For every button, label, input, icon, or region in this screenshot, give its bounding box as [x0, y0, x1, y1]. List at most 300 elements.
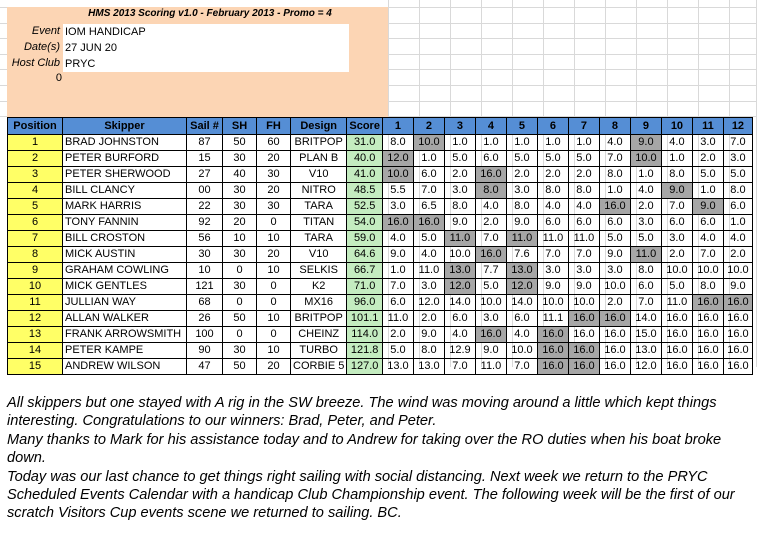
design-cell: BRITPOP: [291, 135, 347, 151]
race-cell: 12.0: [413, 295, 444, 311]
race-cell: 4.0: [568, 199, 599, 215]
dropped-race-cell: 13.0: [444, 263, 475, 279]
race-cell: 11.0: [537, 231, 568, 247]
design-cell: V10: [291, 247, 347, 263]
design-cell: K2: [291, 279, 347, 295]
race-cell: 16.0: [692, 343, 723, 359]
column-header: 3: [444, 118, 475, 135]
dropped-race-cell: 16.0: [475, 327, 506, 343]
dropped-race-cell: 9.0: [630, 135, 661, 151]
dropped-race-cell: 16.0: [382, 215, 413, 231]
fh-cell: 20: [257, 359, 291, 375]
skipper-cell: GRAHAM COWLING: [63, 263, 187, 279]
dropped-race-cell: 16.0: [723, 295, 752, 311]
score-cell: 48.5: [347, 183, 383, 199]
race-cell: 5.0: [413, 231, 444, 247]
sail-number-cell: 15: [187, 151, 223, 167]
race-cell: 5.0: [382, 343, 413, 359]
race-cell: 8.0: [599, 167, 630, 183]
race-cell: 7.7: [475, 263, 506, 279]
race-cell: 16.0: [599, 343, 630, 359]
sail-number-cell: 26: [187, 311, 223, 327]
race-cell: 8.0: [661, 167, 692, 183]
fh-cell: 10: [257, 231, 291, 247]
race-cell: 6.0: [661, 215, 692, 231]
position-cell: 6: [8, 215, 63, 231]
score-cell: 54.0: [347, 215, 383, 231]
dropped-race-cell: 11.0: [630, 247, 661, 263]
sh-cell: 0: [223, 327, 257, 343]
design-cell: TITAN: [291, 215, 347, 231]
skipper-cell: FRANK ARROWSMITH: [63, 327, 187, 343]
race-cell: 7.6: [506, 247, 537, 263]
sh-cell: 30: [223, 343, 257, 359]
column-header: 8: [599, 118, 630, 135]
race-cell: 9.0: [506, 215, 537, 231]
race-cell: 10.0: [444, 247, 475, 263]
race-cell: 16.0: [661, 311, 692, 327]
dropped-race-cell: 9.0: [661, 183, 692, 199]
race-notes: [7, 394, 752, 523]
race-cell: 1.0: [413, 151, 444, 167]
design-cell: CHEINZ: [291, 327, 347, 343]
race-cell: 4.0: [661, 135, 692, 151]
race-cell: 15.0: [630, 327, 661, 343]
sail-number-cell: 100: [187, 327, 223, 343]
table-row: [8, 167, 753, 183]
design-cell: SELKIS: [291, 263, 347, 279]
score-cell: 71.0: [347, 279, 383, 295]
race-cell: 16.0: [599, 359, 630, 375]
sh-cell: 10: [223, 231, 257, 247]
race-cell: 9.0: [723, 279, 752, 295]
fh-cell: 10: [257, 311, 291, 327]
race-cell: 6.0: [475, 151, 506, 167]
sh-cell: 0: [223, 295, 257, 311]
race-cell: 16.0: [723, 327, 752, 343]
race-cell: 8.0: [630, 263, 661, 279]
race-cell: 7.0: [506, 359, 537, 375]
dropped-race-cell: 13.0: [506, 263, 537, 279]
score-cell: 96.0: [347, 295, 383, 311]
score-cell: 114.0: [347, 327, 383, 343]
column-header: Position: [8, 118, 63, 135]
dropped-race-cell: 16.0: [413, 215, 444, 231]
race-cell: 6.0: [506, 311, 537, 327]
race-cell: 7.0: [475, 231, 506, 247]
table-row: [8, 359, 753, 375]
zero-cell: 0: [55, 72, 62, 84]
race-cell: 7.0: [692, 247, 723, 263]
race-cell: 13.0: [413, 359, 444, 375]
score-cell: 127.0: [347, 359, 383, 375]
race-cell: 2.0: [568, 167, 599, 183]
race-cell: 5.0: [506, 151, 537, 167]
skipper-cell: TONY FANNIN: [63, 215, 187, 231]
dropped-race-cell: 12.0: [506, 279, 537, 295]
design-cell: CORBIE 5: [291, 359, 347, 375]
race-cell: 3.0: [630, 215, 661, 231]
dropped-race-cell: 16.0: [475, 247, 506, 263]
race-cell: 7.0: [599, 151, 630, 167]
score-cell: 64.6: [347, 247, 383, 263]
race-cell: 8.0: [382, 135, 413, 151]
race-cell: 6.0: [692, 215, 723, 231]
skipper-cell: BILL CLANCY: [63, 183, 187, 199]
fh-cell: 10: [257, 263, 291, 279]
race-cell: 1.0: [382, 263, 413, 279]
column-header: 6: [537, 118, 568, 135]
race-cell: 4.0: [537, 199, 568, 215]
fh-cell: 0: [257, 327, 291, 343]
event-label: Event: [31, 25, 60, 37]
column-header: Design: [291, 118, 347, 135]
race-cell: 7.0: [723, 135, 752, 151]
race-cell: 9.0: [568, 279, 599, 295]
dropped-race-cell: 16.0: [537, 359, 568, 375]
event-value[interactable]: IOM HANDICAP: [63, 24, 349, 40]
race-cell: 1.0: [506, 135, 537, 151]
position-cell: 4: [8, 183, 63, 199]
dropped-race-cell: 10.0: [630, 151, 661, 167]
table-row: [8, 311, 753, 327]
position-cell: 10: [8, 279, 63, 295]
race-cell: 11.1: [537, 311, 568, 327]
race-cell: 7.0: [568, 247, 599, 263]
skipper-cell: ANDREW WILSON: [63, 359, 187, 375]
race-cell: 3.0: [692, 135, 723, 151]
race-cell: 1.0: [723, 215, 752, 231]
score-cell: 52.5: [347, 199, 383, 215]
dropped-race-cell: 11.0: [506, 231, 537, 247]
race-cell: 6.0: [599, 215, 630, 231]
race-cell: 12.0: [630, 359, 661, 375]
fh-cell: 20: [257, 151, 291, 167]
results-body: [8, 135, 753, 375]
score-cell: 66.7: [347, 263, 383, 279]
score-cell: 59.0: [347, 231, 383, 247]
race-cell: 6.0: [723, 199, 752, 215]
dropped-race-cell: 16.0: [599, 199, 630, 215]
column-header: 7: [568, 118, 599, 135]
race-cell: 13.0: [382, 359, 413, 375]
race-cell: 6.0: [630, 279, 661, 295]
race-cell: 2.0: [506, 167, 537, 183]
position-cell: 2: [8, 151, 63, 167]
note-paragraph: Many thanks to Mark for his assistance today and to Andrew for taking over the RO duties when his boat broke down.: [7, 431, 722, 467]
fh-cell: 10: [257, 343, 291, 359]
race-cell: 2.0: [475, 215, 506, 231]
fh-cell: 20: [257, 183, 291, 199]
race-cell: 3.0: [413, 279, 444, 295]
sh-cell: 50: [223, 359, 257, 375]
host-club-label: Host Club: [11, 57, 60, 69]
column-header: 1: [382, 118, 413, 135]
date-label: Date(s): [23, 41, 60, 53]
dropped-race-cell: 16.0: [475, 167, 506, 183]
race-cell: 12.9: [444, 343, 475, 359]
race-cell: 16.0: [568, 327, 599, 343]
sail-number-cell: 10: [187, 263, 223, 279]
race-cell: 4.0: [382, 231, 413, 247]
fh-cell: 30: [257, 199, 291, 215]
dropped-race-cell: 10.0: [413, 135, 444, 151]
sail-number-cell: 87: [187, 135, 223, 151]
race-cell: 6.0: [382, 295, 413, 311]
sheet-title: HMS 2013 Scoring v1.0 - February 2013 - Promo = 4: [88, 8, 332, 19]
position-cell: 9: [8, 263, 63, 279]
race-cell: 2.0: [692, 151, 723, 167]
race-cell: 10.0: [537, 295, 568, 311]
race-cell: 5.0: [444, 151, 475, 167]
race-cell: 11.0: [661, 295, 692, 311]
table-row: [8, 247, 753, 263]
dropped-race-cell: 11.0: [444, 231, 475, 247]
race-cell: 1.0: [599, 183, 630, 199]
date-value[interactable]: 27 JUN 20: [63, 40, 349, 56]
fh-cell: 30: [257, 167, 291, 183]
header-row: [8, 118, 753, 135]
skipper-cell: BRAD JOHNSTON: [63, 135, 187, 151]
race-cell: 3.0: [444, 183, 475, 199]
position-cell: 12: [8, 311, 63, 327]
race-cell: 8.0: [568, 183, 599, 199]
race-cell: 5.0: [692, 167, 723, 183]
score-cell: 121.8: [347, 343, 383, 359]
race-cell: 3.0: [568, 263, 599, 279]
race-cell: 16.0: [661, 343, 692, 359]
table-row: [8, 279, 753, 295]
dropped-race-cell: 16.0: [599, 311, 630, 327]
skipper-cell: PETER BURFORD: [63, 151, 187, 167]
dropped-race-cell: 16.0: [568, 359, 599, 375]
position-cell: 3: [8, 167, 63, 183]
race-cell: 9.0: [475, 343, 506, 359]
race-cell: 3.0: [661, 231, 692, 247]
column-header: 5: [506, 118, 537, 135]
race-cell: 4.0: [630, 183, 661, 199]
race-cell: 10.0: [475, 295, 506, 311]
dropped-race-cell: 12.0: [444, 279, 475, 295]
race-cell: 1.0: [692, 183, 723, 199]
race-cell: 16.0: [661, 327, 692, 343]
race-cell: 7.0: [661, 199, 692, 215]
race-cell: 8.0: [413, 343, 444, 359]
race-cell: 10.0: [506, 343, 537, 359]
score-cell: 41.0: [347, 167, 383, 183]
race-cell: 2.0: [444, 167, 475, 183]
sail-number-cell: 90: [187, 343, 223, 359]
skipper-cell: MICK GENTLES: [63, 279, 187, 295]
position-cell: 11: [8, 295, 63, 311]
race-cell: 10.0: [723, 263, 752, 279]
fh-cell: 20: [257, 247, 291, 263]
race-cell: 8.0: [444, 199, 475, 215]
design-cell: MX16: [291, 295, 347, 311]
design-cell: V10: [291, 167, 347, 183]
race-cell: 14.0: [444, 295, 475, 311]
race-cell: 8.0: [537, 183, 568, 199]
skipper-cell: ALLAN WALKER: [63, 311, 187, 327]
column-header: FH: [257, 118, 291, 135]
race-cell: 16.0: [723, 359, 752, 375]
column-header: SH: [223, 118, 257, 135]
race-cell: 16.0: [692, 311, 723, 327]
race-cell: 3.0: [537, 263, 568, 279]
column-header: 4: [475, 118, 506, 135]
table-row: [8, 199, 753, 215]
sail-number-cell: 121: [187, 279, 223, 295]
design-cell: TURBO: [291, 343, 347, 359]
column-header: 10: [661, 118, 692, 135]
column-header: Sail #: [187, 118, 223, 135]
skipper-cell: BILL CROSTON: [63, 231, 187, 247]
race-cell: 10.0: [692, 263, 723, 279]
design-cell: TARA: [291, 199, 347, 215]
position-cell: 1: [8, 135, 63, 151]
race-cell: 2.0: [630, 199, 661, 215]
skipper-cell: PETER KAMPE: [63, 343, 187, 359]
host-club-value[interactable]: PRYC: [63, 56, 349, 72]
race-cell: 5.0: [630, 231, 661, 247]
position-cell: 5: [8, 199, 63, 215]
skipper-cell: JULLIAN WAY: [63, 295, 187, 311]
race-cell: 16.0: [599, 327, 630, 343]
table-row: [8, 295, 753, 311]
results-table: [7, 117, 753, 375]
dropped-race-cell: 16.0: [537, 327, 568, 343]
position-cell: 13: [8, 327, 63, 343]
table-row: [8, 263, 753, 279]
race-cell: 5.0: [568, 151, 599, 167]
race-cell: 14.0: [630, 311, 661, 327]
race-cell: 10.0: [568, 295, 599, 311]
fh-cell: 0: [257, 295, 291, 311]
race-cell: 3.0: [723, 151, 752, 167]
race-cell: 3.0: [506, 183, 537, 199]
sh-cell: 40: [223, 167, 257, 183]
sail-number-cell: 00: [187, 183, 223, 199]
race-cell: 4.0: [723, 231, 752, 247]
race-cell: 5.5: [382, 183, 413, 199]
race-cell: 2.0: [537, 167, 568, 183]
position-cell: 14: [8, 343, 63, 359]
race-cell: 5.0: [661, 279, 692, 295]
fh-cell: 60: [257, 135, 291, 151]
race-cell: 7.0: [537, 247, 568, 263]
dropped-race-cell: 16.0: [692, 295, 723, 311]
column-header: 2: [413, 118, 444, 135]
position-cell: 8: [8, 247, 63, 263]
sail-number-cell: 47: [187, 359, 223, 375]
column-header: 9: [630, 118, 661, 135]
sh-cell: 30: [223, 199, 257, 215]
race-cell: 7.0: [382, 279, 413, 295]
note-paragraph: All skippers but one stayed with A rig in the SW breeze. The wind was moving around a little which kept things interesting. Congratulations to our winners: Brad, Peter, and Peter.: [7, 395, 717, 430]
race-cell: 6.0: [444, 311, 475, 327]
race-cell: 1.0: [475, 135, 506, 151]
table-row: [8, 183, 753, 199]
sail-number-cell: 68: [187, 295, 223, 311]
skipper-cell: PETER SHERWOOD: [63, 167, 187, 183]
race-cell: 11.0: [475, 359, 506, 375]
race-cell: 4.0: [506, 327, 537, 343]
race-cell: 4.0: [599, 135, 630, 151]
race-cell: 9.0: [382, 247, 413, 263]
sh-cell: 50: [223, 311, 257, 327]
fh-cell: 0: [257, 215, 291, 231]
dropped-race-cell: 16.0: [568, 343, 599, 359]
race-cell: 11.0: [413, 263, 444, 279]
race-cell: 3.0: [599, 263, 630, 279]
race-cell: 5.0: [475, 279, 506, 295]
design-cell: TARA: [291, 231, 347, 247]
dropped-race-cell: 8.0: [475, 183, 506, 199]
sh-cell: 30: [223, 279, 257, 295]
position-cell: 7: [8, 231, 63, 247]
race-cell: 10.0: [661, 263, 692, 279]
sail-number-cell: 27: [187, 167, 223, 183]
score-cell: 101.1: [347, 311, 383, 327]
table-row: [8, 343, 753, 359]
race-cell: 7.0: [630, 295, 661, 311]
dropped-race-cell: 9.0: [692, 199, 723, 215]
race-cell: 16.0: [692, 359, 723, 375]
race-cell: 1.0: [568, 135, 599, 151]
sh-cell: 50: [223, 135, 257, 151]
race-cell: 7.0: [413, 183, 444, 199]
race-cell: 4.0: [475, 199, 506, 215]
sail-number-cell: 92: [187, 215, 223, 231]
race-cell: 16.0: [661, 359, 692, 375]
race-cell: 8.0: [692, 279, 723, 295]
race-cell: 2.0: [599, 295, 630, 311]
dropped-race-cell: 16.0: [568, 311, 599, 327]
dropped-race-cell: 16.0: [537, 343, 568, 359]
race-cell: 2.0: [661, 247, 692, 263]
race-cell: 8.0: [723, 183, 752, 199]
skipper-cell: MICK AUSTIN: [63, 247, 187, 263]
sh-cell: 30: [223, 151, 257, 167]
column-header: 11: [692, 118, 723, 135]
race-cell: 11.0: [382, 311, 413, 327]
sh-cell: 30: [223, 183, 257, 199]
table-row: [8, 327, 753, 343]
race-cell: 3.0: [382, 199, 413, 215]
design-cell: BRITPOP: [291, 311, 347, 327]
dropped-race-cell: 12.0: [382, 151, 413, 167]
sail-number-cell: 22: [187, 199, 223, 215]
race-cell: 4.0: [413, 247, 444, 263]
race-cell: 2.0: [723, 247, 752, 263]
race-cell: 7.0: [444, 359, 475, 375]
table-row: [8, 231, 753, 247]
sail-number-cell: 30: [187, 247, 223, 263]
race-cell: 9.0: [599, 247, 630, 263]
sh-cell: 30: [223, 247, 257, 263]
race-cell: 5.0: [599, 231, 630, 247]
race-cell: 5.0: [723, 167, 752, 183]
race-cell: 16.0: [692, 327, 723, 343]
race-cell: 2.0: [382, 327, 413, 343]
design-cell: PLAN B: [291, 151, 347, 167]
race-cell: 5.0: [537, 151, 568, 167]
score-cell: 31.0: [347, 135, 383, 151]
sh-cell: 0: [223, 263, 257, 279]
race-cell: 16.0: [723, 343, 752, 359]
race-cell: 10.0: [599, 279, 630, 295]
column-header: 12: [723, 118, 752, 135]
